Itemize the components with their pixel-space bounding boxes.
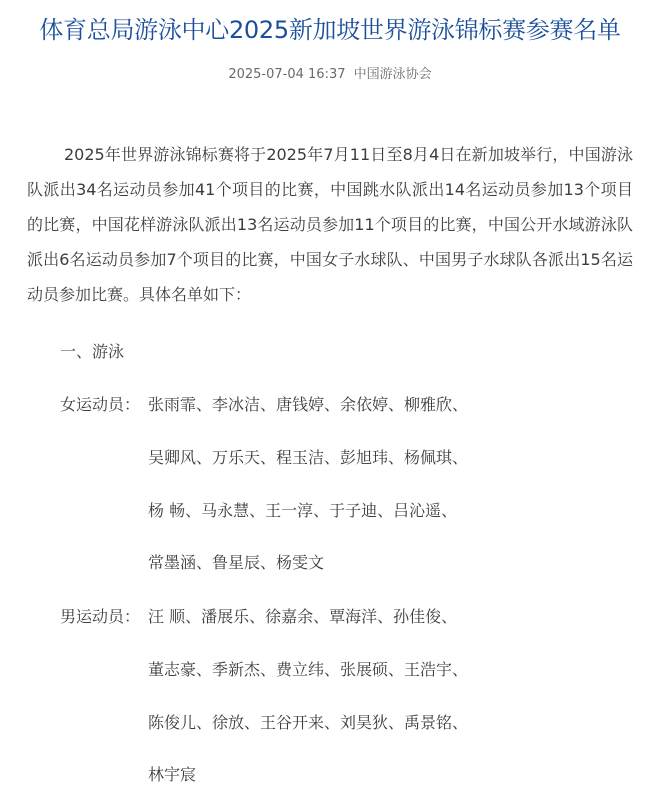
female-athletes-label: 女运动员： (60, 395, 141, 414)
article-meta (0, 64, 660, 86)
section-heading-swimming: 一、游泳 (60, 342, 125, 361)
male-athletes-line: 董志豪、季新杰、费立纬、张展硕、王浩宇、 (148, 660, 469, 679)
article-title: 体育总局游泳中心2025新加坡世界游泳锦标赛参赛名单 (39, 16, 621, 44)
male-athletes-line: 汪 顺、潘展乐、徐嘉余、覃海洋、孙佳俊、 (148, 607, 458, 626)
female-athletes-line: 常墨涵、鲁星辰、杨雯文 (148, 553, 325, 572)
male-athletes-line: 陈俊儿、徐放、王谷开来、刘昊狄、禹景铭、 (148, 713, 469, 732)
intro-paragraph: 2025年世界游泳锦标赛将于2025年7月11日至8月4日在新加坡举行，中国游泳队派出34名运动员参加41个项目的比赛，中国跳水队派出14名运动员参加13个项目的比赛，中国花样游泳队派出13名运动员参加11个项目的比赛，中国公开水域游泳队派出6名运动员参加7个项目的比赛，中国女子水球队、中国男子水球队各派出15名运动员参加比赛。具体名单如下： (27, 145, 633, 304)
female-athletes-line: 杨 畅、马永慧、王一淳、于子迪、吕沁遥、 (148, 501, 458, 520)
publish-date: 2025-07-04 16:37 (228, 67, 346, 82)
article-source[interactable]: 中国游泳协会 (353, 67, 432, 82)
female-athletes-line: 张雨霏、李冰洁、唐钱婷、余依婷、柳雅欣、 (148, 395, 469, 414)
male-athletes-line: 林宇宸 (148, 765, 197, 784)
male-athletes-label: 男运动员： (60, 607, 141, 626)
female-athletes-line: 吴卿风、万乐天、程玉洁、彭旭玮、杨佩琪、 (148, 448, 469, 467)
